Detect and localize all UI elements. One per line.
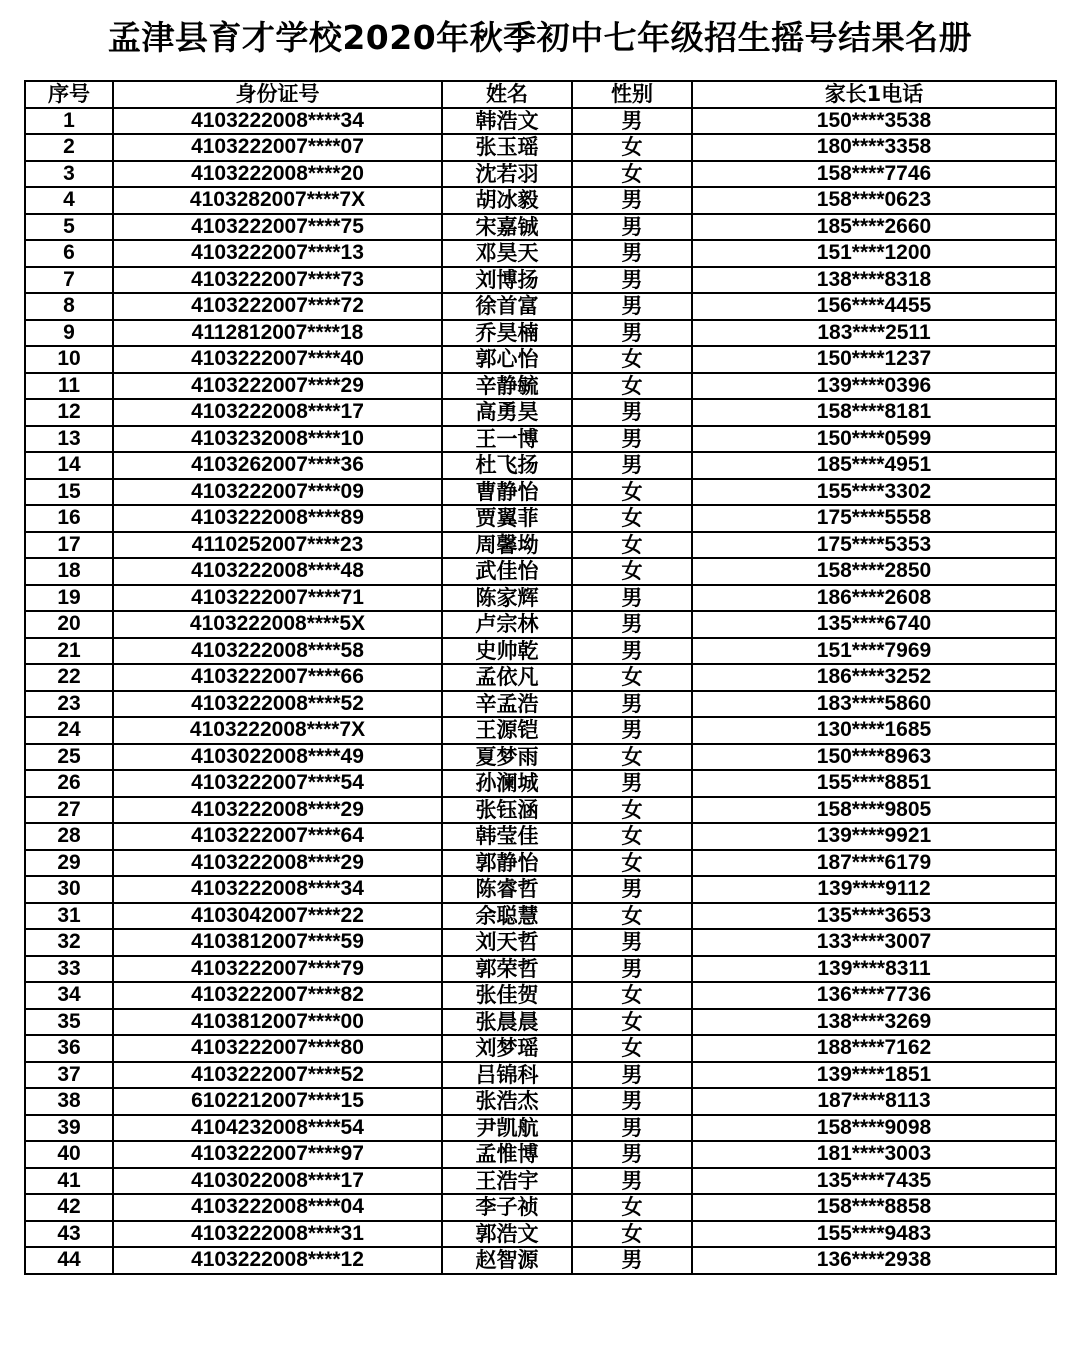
student-name-cell: 张浩杰 — [442, 1088, 572, 1115]
serial-no-cell: 26 — [25, 770, 113, 797]
student-name-cell: 夏梦雨 — [442, 744, 572, 771]
parent-phone-cell: 155****3302 — [692, 479, 1056, 506]
student-name-cell: 郭心怡 — [442, 346, 572, 373]
gender-cell: 男 — [572, 426, 692, 453]
student-name-cell: 韩浩文 — [442, 108, 572, 135]
parent-phone-cell: 156****4455 — [692, 293, 1056, 320]
gender-cell: 女 — [572, 1009, 692, 1036]
gender-cell: 女 — [572, 346, 692, 373]
enrollment-lottery-table — [24, 80, 1057, 1275]
column-header-id-number: 身份证号 — [113, 81, 442, 108]
table-row — [25, 956, 1056, 983]
column-header-name: 姓名 — [442, 81, 572, 108]
parent-phone-cell: 175****5353 — [692, 532, 1056, 559]
student-name-cell: 张佳贺 — [442, 982, 572, 1009]
serial-no-cell: 5 — [25, 214, 113, 241]
gender-cell: 男 — [572, 1168, 692, 1195]
table-row — [25, 691, 1056, 718]
id-number-cell: 4103222007****72 — [113, 293, 442, 320]
serial-no-cell: 9 — [25, 320, 113, 347]
student-name-cell: 刘天哲 — [442, 929, 572, 956]
id-number-cell: 4103222008****31 — [113, 1221, 442, 1248]
id-number-cell: 4103222007****29 — [113, 373, 442, 400]
student-name-cell: 辛静毓 — [442, 373, 572, 400]
gender-cell: 女 — [572, 664, 692, 691]
table-row — [25, 452, 1056, 479]
parent-phone-cell: 139****1851 — [692, 1062, 1056, 1089]
student-name-cell: 卢宗林 — [442, 611, 572, 638]
id-number-cell: 4103262007****36 — [113, 452, 442, 479]
id-number-cell: 4103222007****64 — [113, 823, 442, 850]
student-name-cell: 刘梦瑶 — [442, 1035, 572, 1062]
parent-phone-cell: 188****7162 — [692, 1035, 1056, 1062]
serial-no-cell: 22 — [25, 664, 113, 691]
serial-no-cell: 12 — [25, 399, 113, 426]
student-name-cell: 王一博 — [442, 426, 572, 453]
gender-cell: 男 — [572, 293, 692, 320]
student-name-cell: 郭浩文 — [442, 1221, 572, 1248]
table-row — [25, 399, 1056, 426]
id-number-cell: 6102212007****15 — [113, 1088, 442, 1115]
serial-no-cell: 25 — [25, 744, 113, 771]
serial-no-cell: 37 — [25, 1062, 113, 1089]
serial-no-cell: 28 — [25, 823, 113, 850]
student-name-cell: 孟依凡 — [442, 664, 572, 691]
student-name-cell: 曹静怡 — [442, 479, 572, 506]
gender-cell: 女 — [572, 903, 692, 930]
student-name-cell: 陈睿哲 — [442, 876, 572, 903]
table-row — [25, 1088, 1056, 1115]
parent-phone-cell: 158****7746 — [692, 161, 1056, 188]
gender-cell: 男 — [572, 452, 692, 479]
student-name-cell: 辛孟浩 — [442, 691, 572, 718]
parent-phone-cell: 138****3269 — [692, 1009, 1056, 1036]
table-row — [25, 876, 1056, 903]
student-name-cell: 吕锦科 — [442, 1062, 572, 1089]
gender-cell: 男 — [572, 240, 692, 267]
gender-cell: 女 — [572, 532, 692, 559]
gender-cell: 男 — [572, 1062, 692, 1089]
gender-cell: 女 — [572, 823, 692, 850]
id-number-cell: 4103222008****20 — [113, 161, 442, 188]
gender-cell: 女 — [572, 1035, 692, 1062]
gender-cell: 男 — [572, 187, 692, 214]
id-number-cell: 4103812007****59 — [113, 929, 442, 956]
student-name-cell: 郭静怡 — [442, 850, 572, 877]
serial-no-cell: 33 — [25, 956, 113, 983]
id-number-cell: 4110252007****23 — [113, 532, 442, 559]
gender-cell: 女 — [572, 797, 692, 824]
table-row — [25, 187, 1056, 214]
column-header-parent-phone: 家长1电话 — [692, 81, 1056, 108]
parent-phone-cell: 139****9921 — [692, 823, 1056, 850]
gender-cell: 女 — [572, 505, 692, 532]
id-number-cell: 4112812007****18 — [113, 320, 442, 347]
serial-no-cell: 8 — [25, 293, 113, 320]
table-row — [25, 161, 1056, 188]
student-name-cell: 徐首富 — [442, 293, 572, 320]
table-row — [25, 770, 1056, 797]
parent-phone-cell: 181****3003 — [692, 1141, 1056, 1168]
id-number-cell: 4103222008****5X — [113, 611, 442, 638]
parent-phone-cell: 187****8113 — [692, 1088, 1056, 1115]
parent-phone-cell: 139****0396 — [692, 373, 1056, 400]
student-name-cell: 孙澜城 — [442, 770, 572, 797]
table-row — [25, 823, 1056, 850]
parent-phone-cell: 175****5558 — [692, 505, 1056, 532]
student-name-cell: 武佳怡 — [442, 558, 572, 585]
table-row — [25, 1115, 1056, 1142]
gender-cell: 女 — [572, 982, 692, 1009]
parent-phone-cell: 158****2850 — [692, 558, 1056, 585]
id-number-cell: 4103022008****17 — [113, 1168, 442, 1195]
table-row — [25, 929, 1056, 956]
table-row — [25, 505, 1056, 532]
serial-no-cell: 40 — [25, 1141, 113, 1168]
serial-no-cell: 20 — [25, 611, 113, 638]
gender-cell: 女 — [572, 850, 692, 877]
serial-no-cell: 13 — [25, 426, 113, 453]
table-row — [25, 982, 1056, 1009]
table-row — [25, 532, 1056, 559]
parent-phone-cell: 186****2608 — [692, 585, 1056, 612]
serial-no-cell: 42 — [25, 1194, 113, 1221]
parent-phone-cell: 130****1685 — [692, 717, 1056, 744]
student-name-cell: 贾翼菲 — [442, 505, 572, 532]
student-name-cell: 尹凯航 — [442, 1115, 572, 1142]
student-name-cell: 张晨晨 — [442, 1009, 572, 1036]
table-row — [25, 1035, 1056, 1062]
id-number-cell: 4103222007****71 — [113, 585, 442, 612]
gender-cell: 女 — [572, 134, 692, 161]
serial-no-cell: 39 — [25, 1115, 113, 1142]
serial-no-cell: 7 — [25, 267, 113, 294]
serial-no-cell: 4 — [25, 187, 113, 214]
gender-cell: 男 — [572, 956, 692, 983]
serial-no-cell: 24 — [25, 717, 113, 744]
id-number-cell: 4103042007****22 — [113, 903, 442, 930]
parent-phone-cell: 180****3358 — [692, 134, 1056, 161]
parent-phone-cell: 139****8311 — [692, 956, 1056, 983]
id-number-cell: 4103222008****29 — [113, 797, 442, 824]
gender-cell: 男 — [572, 638, 692, 665]
gender-cell: 男 — [572, 717, 692, 744]
table-row — [25, 293, 1056, 320]
serial-no-cell: 19 — [25, 585, 113, 612]
gender-cell: 女 — [572, 1221, 692, 1248]
parent-phone-cell: 186****3252 — [692, 664, 1056, 691]
id-number-cell: 4103022008****49 — [113, 744, 442, 771]
parent-phone-cell: 158****9805 — [692, 797, 1056, 824]
serial-no-cell: 34 — [25, 982, 113, 1009]
id-number-cell: 4103222007****80 — [113, 1035, 442, 1062]
id-number-cell: 4103222008****17 — [113, 399, 442, 426]
column-header-serial-no: 序号 — [25, 81, 113, 108]
table-row — [25, 744, 1056, 771]
gender-cell: 女 — [572, 479, 692, 506]
gender-cell: 男 — [572, 770, 692, 797]
table-row — [25, 320, 1056, 347]
parent-phone-cell: 135****6740 — [692, 611, 1056, 638]
id-number-cell: 4103222007****09 — [113, 479, 442, 506]
gender-cell: 男 — [572, 1115, 692, 1142]
gender-cell: 男 — [572, 929, 692, 956]
id-number-cell: 4103222007****73 — [113, 267, 442, 294]
parent-phone-cell: 183****2511 — [692, 320, 1056, 347]
serial-no-cell: 23 — [25, 691, 113, 718]
table-row — [25, 850, 1056, 877]
id-number-cell: 4103222007****07 — [113, 134, 442, 161]
student-name-cell: 刘博扬 — [442, 267, 572, 294]
parent-phone-cell: 158****0623 — [692, 187, 1056, 214]
parent-phone-cell: 135****3653 — [692, 903, 1056, 930]
parent-phone-cell: 150****1237 — [692, 346, 1056, 373]
id-number-cell: 4103222008****7X — [113, 717, 442, 744]
table-row — [25, 797, 1056, 824]
id-number-cell: 4104232008****54 — [113, 1115, 442, 1142]
gender-cell: 女 — [572, 161, 692, 188]
id-number-cell: 4103222007****40 — [113, 346, 442, 373]
gender-cell: 男 — [572, 1088, 692, 1115]
parent-phone-cell: 155****8851 — [692, 770, 1056, 797]
serial-no-cell: 36 — [25, 1035, 113, 1062]
id-number-cell: 4103222007****66 — [113, 664, 442, 691]
id-number-cell: 4103222007****97 — [113, 1141, 442, 1168]
id-number-cell: 4103222008****34 — [113, 876, 442, 903]
table-header-row — [25, 81, 1056, 108]
serial-no-cell: 41 — [25, 1168, 113, 1195]
table-row — [25, 585, 1056, 612]
table-row — [25, 108, 1056, 135]
student-name-cell: 高勇昊 — [442, 399, 572, 426]
gender-cell: 男 — [572, 1247, 692, 1274]
id-number-cell: 4103232008****10 — [113, 426, 442, 453]
serial-no-cell: 17 — [25, 532, 113, 559]
serial-no-cell: 43 — [25, 1221, 113, 1248]
gender-cell: 男 — [572, 320, 692, 347]
gender-cell: 男 — [572, 1141, 692, 1168]
student-name-cell: 乔昊楠 — [442, 320, 572, 347]
table-row — [25, 373, 1056, 400]
student-name-cell: 余聪慧 — [442, 903, 572, 930]
table-row — [25, 214, 1056, 241]
gender-cell: 男 — [572, 611, 692, 638]
id-number-cell: 4103222007****75 — [113, 214, 442, 241]
serial-no-cell: 29 — [25, 850, 113, 877]
id-number-cell: 4103222007****82 — [113, 982, 442, 1009]
table-row — [25, 1168, 1056, 1195]
gender-cell: 男 — [572, 691, 692, 718]
table-row — [25, 479, 1056, 506]
parent-phone-cell: 151****7969 — [692, 638, 1056, 665]
student-name-cell: 张玉瑶 — [442, 134, 572, 161]
gender-cell: 女 — [572, 1194, 692, 1221]
parent-phone-cell: 150****8963 — [692, 744, 1056, 771]
student-name-cell: 邓昊天 — [442, 240, 572, 267]
gender-cell: 男 — [572, 214, 692, 241]
student-name-cell: 王源铠 — [442, 717, 572, 744]
serial-no-cell: 16 — [25, 505, 113, 532]
id-number-cell: 4103222007****54 — [113, 770, 442, 797]
parent-phone-cell: 138****8318 — [692, 267, 1056, 294]
serial-no-cell: 18 — [25, 558, 113, 585]
id-number-cell: 4103222007****79 — [113, 956, 442, 983]
table-row — [25, 134, 1056, 161]
id-number-cell: 4103222008****89 — [113, 505, 442, 532]
table-row — [25, 1221, 1056, 1248]
parent-phone-cell: 187****6179 — [692, 850, 1056, 877]
table-row — [25, 346, 1056, 373]
gender-cell: 男 — [572, 267, 692, 294]
serial-no-cell: 35 — [25, 1009, 113, 1036]
table-row — [25, 638, 1056, 665]
gender-cell: 女 — [572, 558, 692, 585]
table-body — [25, 108, 1056, 1274]
id-number-cell: 4103222008****04 — [113, 1194, 442, 1221]
table-row — [25, 664, 1056, 691]
student-name-cell: 张钰涵 — [442, 797, 572, 824]
parent-phone-cell: 136****2938 — [692, 1247, 1056, 1274]
gender-cell: 女 — [572, 373, 692, 400]
serial-no-cell: 27 — [25, 797, 113, 824]
serial-no-cell: 1 — [25, 108, 113, 135]
table-row — [25, 1009, 1056, 1036]
serial-no-cell: 3 — [25, 161, 113, 188]
id-number-cell: 4103222008****12 — [113, 1247, 442, 1274]
student-name-cell: 胡冰毅 — [442, 187, 572, 214]
serial-no-cell: 6 — [25, 240, 113, 267]
parent-phone-cell: 155****9483 — [692, 1221, 1056, 1248]
id-number-cell: 4103222007****52 — [113, 1062, 442, 1089]
parent-phone-cell: 185****2660 — [692, 214, 1056, 241]
parent-phone-cell: 185****4951 — [692, 452, 1056, 479]
student-name-cell: 赵智源 — [442, 1247, 572, 1274]
student-name-cell: 韩莹佳 — [442, 823, 572, 850]
id-number-cell: 4103222008****52 — [113, 691, 442, 718]
student-name-cell: 宋嘉铖 — [442, 214, 572, 241]
serial-no-cell: 14 — [25, 452, 113, 479]
table-row — [25, 267, 1056, 294]
id-number-cell: 4103222008****48 — [113, 558, 442, 585]
table-row — [25, 1247, 1056, 1274]
student-name-cell: 杜飞扬 — [442, 452, 572, 479]
serial-no-cell: 38 — [25, 1088, 113, 1115]
parent-phone-cell: 158****8181 — [692, 399, 1056, 426]
table-row — [25, 1141, 1056, 1168]
parent-phone-cell: 151****1200 — [692, 240, 1056, 267]
id-number-cell: 4103812007****00 — [113, 1009, 442, 1036]
serial-no-cell: 10 — [25, 346, 113, 373]
serial-no-cell: 31 — [25, 903, 113, 930]
document-title: 孟津县育才学校2020年秋季初中七年级招生摇号结果名册 — [107, 18, 973, 57]
table-row — [25, 1062, 1056, 1089]
student-name-cell: 孟惟博 — [442, 1141, 572, 1168]
gender-cell: 男 — [572, 876, 692, 903]
student-name-cell: 李子祯 — [442, 1194, 572, 1221]
student-name-cell: 郭荣哲 — [442, 956, 572, 983]
serial-no-cell: 32 — [25, 929, 113, 956]
parent-phone-cell: 136****7736 — [692, 982, 1056, 1009]
parent-phone-cell: 135****7435 — [692, 1168, 1056, 1195]
gender-cell: 男 — [572, 585, 692, 612]
student-name-cell: 沈若羽 — [442, 161, 572, 188]
table-row — [25, 240, 1056, 267]
parent-phone-cell: 183****5860 — [692, 691, 1056, 718]
table-row — [25, 558, 1056, 585]
id-number-cell: 4103222008****29 — [113, 850, 442, 877]
table-row — [25, 426, 1056, 453]
student-name-cell: 周馨坳 — [442, 532, 572, 559]
id-number-cell: 4103282007****7X — [113, 187, 442, 214]
parent-phone-cell: 158****8858 — [692, 1194, 1056, 1221]
serial-no-cell: 21 — [25, 638, 113, 665]
parent-phone-cell: 133****3007 — [692, 929, 1056, 956]
table-row — [25, 717, 1056, 744]
column-header-gender: 性别 — [572, 81, 692, 108]
parent-phone-cell: 150****3538 — [692, 108, 1056, 135]
gender-cell: 女 — [572, 744, 692, 771]
student-name-cell: 史帅乾 — [442, 638, 572, 665]
serial-no-cell: 11 — [25, 373, 113, 400]
parent-phone-cell: 158****9098 — [692, 1115, 1056, 1142]
table-row — [25, 903, 1056, 930]
serial-no-cell: 2 — [25, 134, 113, 161]
table-row — [25, 1194, 1056, 1221]
gender-cell: 男 — [572, 108, 692, 135]
id-number-cell: 4103222008****58 — [113, 638, 442, 665]
serial-no-cell: 30 — [25, 876, 113, 903]
parent-phone-cell: 150****0599 — [692, 426, 1056, 453]
student-name-cell: 王浩宇 — [442, 1168, 572, 1195]
id-number-cell: 4103222007****13 — [113, 240, 442, 267]
id-number-cell: 4103222008****34 — [113, 108, 442, 135]
serial-no-cell: 15 — [25, 479, 113, 506]
parent-phone-cell: 139****9112 — [692, 876, 1056, 903]
student-name-cell: 陈家辉 — [442, 585, 572, 612]
gender-cell: 男 — [572, 399, 692, 426]
table-row — [25, 611, 1056, 638]
serial-no-cell: 44 — [25, 1247, 113, 1274]
